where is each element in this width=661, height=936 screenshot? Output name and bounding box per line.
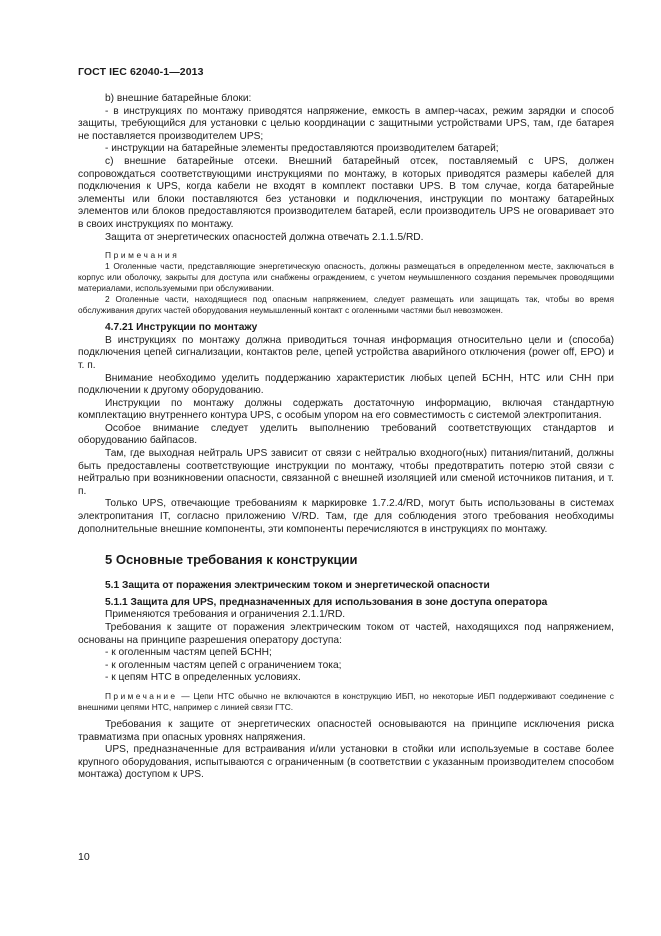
note-text: — Цепи НТС обычно не включаются в конструкцию ИБП, но некоторые ИБП поддерживают соединение с внешними цепями НТС, например с линией связи ГТС.: [78, 690, 614, 712]
list-item: - к оголенным частям цепей БСНН;: [105, 647, 272, 659]
list-item: - к оголенным частям цепей с ограничением тока;: [105, 659, 342, 671]
paragraph: Особое внимание следует уделить выполнению требований соответствующих стандартов и оборудованию байпасов.: [78, 422, 614, 447]
paragraph: UPS, предназначенные для встраивания и/или установки в стойки или используемые в составе более крупного оборудования, испытываются с ограниченным (в соответствии с указанным производителем способом монтажа) доступом к UPS.: [78, 744, 614, 781]
list-item: - в инструкциях по монтажу приводятся напряжение, емкость в ампер-часах, режим зарядки и способ защиты, требующийся для установки с целью координации с защитными устройствами UPS, там, где батарея не поставляется производителем UPS;: [78, 105, 614, 142]
paragraph: Только UPS, отвечающие требованиям к маркировке 1.7.2.4/RD, могут быть использованы в системах электропитания IT, согласно приложению V/RD. Там, где для соблюдения этого требования необходимы дополнительные внешние компоненты, эти компоненты перечисляются в инструкциях по монтажу.: [78, 498, 614, 535]
list-item: - к цепям НТС в определенных условиях.: [105, 672, 301, 684]
paragraph: Требования к защите от энергетических опасностей основываются на принципе исключения риска травматизма при опасных уровнях напряжения.: [78, 718, 614, 743]
paragraph: Защита от энергетических опасностей должна отвечать 2.1.1.5/RD.: [105, 231, 424, 243]
page-number: 10: [78, 851, 90, 863]
notes-heading: Примечания: [105, 250, 180, 261]
paragraph: Внимание необходимо уделить поддержанию характеристик любых цепей БСНН, НТС или СНН при подключении к другому оборудованию.: [78, 372, 614, 397]
paragraph: b) внешние батарейные блоки:: [105, 93, 252, 104]
chapter-heading: 5 Основные требования к конструкции: [105, 552, 358, 568]
note: [78, 691, 614, 713]
paragraph: Требования к защите от поражения электрическим током от частей, находящихся под напряжением, основаны на принципе разрешения оператору доступа:: [78, 622, 614, 646]
note: 2 Оголенные части, находящиеся под опасным напряжением, следует размещать или защищать так, чтобы во время обслуживания других частей оборудования неумышленный контакт с оголенными частями был невозможен.: [78, 294, 614, 316]
document-header: ГОСТ IEC 62040-1—2013: [78, 66, 204, 78]
section-heading: 4.7.21 Инструкции по монтажу: [105, 322, 258, 334]
paragraph: Там, где выходная нейтраль UPS зависит от связи с нейтралью входного(ных) питания/питаний, должны быть предоставлены соответствующие инструкции по монтажу, чтобы предотвратить потерю этой связи с нейтралью при возникновении опасности, связанной с внешней изоляцией или сменой источников питания, и т. п.: [78, 448, 614, 497]
paragraph: Применяются требования и ограничения 2.1.1/RD.: [105, 609, 346, 621]
paragraph: c) внешние батарейные отсеки. Внешний батарейный отсек, поставляемый с UPS, должен сопровождаться соответствующими инструкциями по монтажу, в которых приводятся размеры кабелей для подключения к UPS, когда кабели не входят в комплект поставки UPS. В том случае, когда батарейные элементы или блоки поставляются без установки и подключения, инструкции по монтажу батарейных элементов или блоков предоставляются производителем батарей, если производитель UPS не оговаривает это в своих инструкциях по монтажу.: [78, 155, 614, 230]
paragraph: Инструкции по монтажу должны содержать достаточную информацию, включая стандартную комплектацию внутреннего контура UPS, с особым упором на его совместимость с системой электропитания.: [78, 397, 614, 422]
list-item: - инструкции на батарейные элементы предоставляются производителем батарей;: [105, 143, 499, 155]
subsection-heading: 5.1.1 Защита для UPS, предназначенных для использования в зоне доступа оператора: [105, 596, 548, 608]
note: 1 Оголенные части, представляющие энергетическую опасность, должны размещаться в определенном месте, заключаться в корпус или оболочку, закрыты для доступа или снабжены ограждением, с учетом неумышленного создания перемычек проводящими материалами, используемыми при обслуживании.: [78, 261, 614, 294]
note-label: Примечание: [105, 690, 178, 701]
paragraph: В инструкциях по монтажу должна приводиться точная информация относительно цели и (способа) подключения цепей сигнализации, контактов реле, цепей устройства аварийного отключения (power off, ЕРО) и т. п.: [78, 334, 614, 371]
document-body: [78, 93, 614, 782]
section-heading: 5.1 Защита от поражения электрическим током и энергетической опасности: [105, 580, 490, 592]
